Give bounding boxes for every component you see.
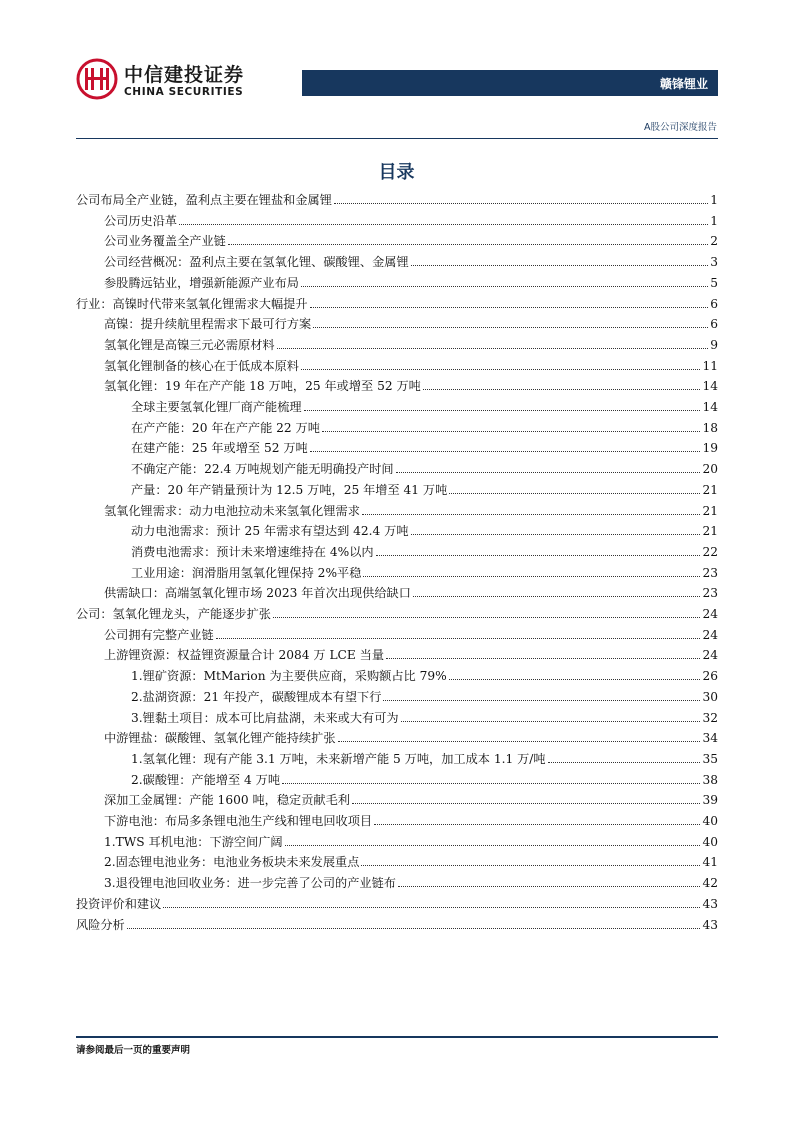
toc-entry[interactable] (76, 915, 718, 935)
toc-entry-title: 氢氧化锂是高镍三元必需原材料 (104, 337, 275, 352)
toc-entry[interactable] (76, 894, 718, 914)
toc-entry-page: 38 (702, 772, 718, 787)
toc-entry-title: 2.固态锂电池业务：电池业务板块未来发展重点 (104, 855, 360, 870)
toc-entry[interactable] (104, 583, 718, 603)
toc-entry[interactable] (131, 418, 718, 438)
toc-entry-title: 参股腾远钴业，增强新能源产业布局 (104, 275, 299, 290)
toc-entry-title: 2.碳酸锂：产能增至 4 万吨 (131, 772, 281, 787)
header-bar (302, 70, 718, 96)
toc-entry[interactable] (131, 666, 718, 686)
toc-entry[interactable] (104, 314, 718, 334)
toc-entry-page: 26 (702, 669, 718, 684)
toc-entry[interactable] (104, 211, 718, 231)
toc-entry-title: 3.锂黏土项目：成本可比肩盐湖，未来或大有可为 (131, 710, 399, 725)
toc-leader-dots (277, 348, 709, 349)
toc-entry[interactable] (104, 873, 718, 893)
toc-leader-dots (285, 845, 701, 846)
toc-entry-title: 中游锂盐：碳酸锂、氢氧化锂产能持续扩张 (104, 731, 336, 746)
toc-entry[interactable] (104, 625, 718, 645)
toc-entry[interactable] (131, 770, 718, 790)
toc-entry-title: 氢氧化锂需求：动力电池拉动未来氢氧化锂需求 (104, 503, 360, 518)
toc-entry-title: 在产产能：20 年在产产能 22 万吨 (131, 420, 320, 435)
toc-entry-title: 消费电池需求：预计未来增速维持在 4%以内 (131, 544, 374, 559)
toc-entry-page: 14 (702, 400, 718, 414)
toc-leader-dots (396, 472, 701, 473)
toc-entry[interactable] (131, 480, 718, 500)
toc-leader-dots (362, 514, 701, 515)
toc-entry-page: 23 (702, 565, 718, 580)
toc-entry[interactable] (131, 708, 718, 728)
logo-chinese-name: 中信建投证券 (124, 64, 245, 86)
toc-leader-dots (273, 617, 700, 618)
toc-entry-page: 24 (702, 627, 718, 642)
toc-entry-page: 1 (710, 193, 718, 207)
toc-entry[interactable] (104, 501, 718, 521)
toc-entry[interactable] (104, 832, 718, 852)
page-header (76, 58, 718, 104)
toc-entry-page: 11 (702, 358, 718, 373)
toc-entry[interactable] (104, 252, 718, 272)
toc-entry-page: 21 (702, 503, 718, 518)
toc-entry-page: 14 (702, 379, 718, 394)
toc-entry[interactable] (104, 645, 718, 665)
toc-entry-page: 34 (702, 731, 718, 746)
toc-leader-dots (127, 928, 701, 929)
toc-entry-page: 5 (710, 275, 718, 290)
toc-entry-page: 42 (702, 876, 718, 891)
toc-entry-title: 1.锂矿资源：MtMarion 为主要供应商，采购额占比 79% (131, 669, 447, 684)
toc-entry[interactable] (104, 852, 718, 872)
toc-title: 目录 (378, 162, 415, 183)
toc-entry-page: 20 (702, 462, 718, 477)
toc-leader-dots (374, 824, 700, 825)
toc-leader-dots (179, 224, 708, 225)
toc-entry-title: 1.TWS 耳机电池：下游空间广阔 (104, 834, 283, 849)
toc-entry-page: 41 (702, 855, 718, 870)
toc-entry-title: 动力电池需求：预计 25 年需求有望达到 42.4 万吨 (131, 524, 409, 539)
toc-entry-title: 上游锂资源：权益锂资源量合计 2084 万 LCE 当量 (104, 648, 385, 663)
toc-entry-page: 6 (710, 317, 718, 332)
china-securities-logo-icon (76, 58, 118, 100)
toc-entry[interactable] (104, 273, 718, 293)
toc-entry[interactable] (131, 521, 718, 541)
toc-entry[interactable] (104, 231, 718, 251)
toc-entry-title: 产量：20 年产销量预计为 12.5 万吨，25 年增至 41 万吨 (131, 482, 448, 497)
toc-entry-title: 下游电池：布局多条锂电池生产线和锂电回收项目 (104, 814, 373, 828)
toc-leader-dots (228, 244, 708, 245)
toc-leader-dots (352, 803, 701, 804)
toc-entry[interactable] (76, 294, 718, 314)
toc-leader-dots (310, 307, 709, 308)
toc-entry-page: 3 (710, 255, 718, 270)
toc-entry[interactable] (131, 749, 718, 769)
toc-entry[interactable] (104, 376, 718, 396)
toc-leader-dots (411, 534, 701, 535)
toc-leader-dots (423, 389, 701, 390)
toc-leader-dots (313, 327, 708, 328)
toc-entry-title: 高镍：提升续航里程需求下最可行方案 (104, 317, 312, 332)
toc-entry-title: 氢氧化锂：19 年在产产能 18 万吨，25 年或增至 52 万吨 (104, 379, 421, 394)
toc-entry-page: 30 (702, 689, 718, 704)
toc-entry-page: 18 (702, 420, 718, 435)
toc-entry[interactable] (104, 811, 718, 831)
toc-entry-page: 21 (702, 524, 718, 539)
toc-leader-dots (386, 658, 700, 659)
toc-leader-dots (398, 886, 701, 887)
toc-leader-dots (413, 596, 701, 597)
toc-entry[interactable] (76, 604, 718, 624)
toc-entry-page: 9 (710, 337, 718, 352)
toc-entry-page: 24 (702, 607, 718, 621)
toc-leader-dots (548, 762, 701, 763)
toc-entry-page: 6 (710, 296, 718, 311)
toc-leader-dots (301, 369, 700, 370)
toc-leader-dots (282, 783, 700, 784)
toc-entry-page: 23 (702, 586, 718, 601)
toc-leader-dots (301, 286, 708, 287)
sector-label: 赣锋锂业 (659, 77, 708, 91)
toc-entry[interactable] (131, 542, 718, 562)
toc-entry-title: 不确定产能：22.4 万吨规划产能无明确投产时间 (131, 462, 394, 477)
report-type: A股公司深度报告 (644, 122, 717, 133)
toc-entry-title: 在建产能：25 年或增至 52 万吨 (131, 441, 308, 456)
toc-entry-page: 22 (702, 544, 718, 559)
toc-entry-title: 公司业务覆盖全产业链 (104, 234, 226, 249)
logo-english-name: CHINA SECURITIES (124, 86, 244, 98)
toc-entry-title: 投资评价和建议 (76, 896, 162, 911)
toc-leader-dots (338, 741, 701, 742)
toc-entry-page: 32 (702, 710, 718, 725)
toc-entry-title: 2.盐湖资源：21 年投产，碳酸锂成本有望下行 (131, 689, 382, 704)
toc-entry[interactable] (131, 687, 718, 707)
toc-leader-dots (401, 721, 701, 722)
toc-entry-page: 24 (702, 648, 718, 663)
toc-entry[interactable] (104, 335, 718, 355)
toc-entry-page: 35 (702, 751, 718, 766)
toc-entry-page: 40 (702, 834, 718, 849)
toc-leader-dots (363, 576, 700, 577)
toc-entry-title: 行业：高镍时代带来氢氧化锂需求大幅提升 (76, 296, 308, 311)
toc-entry-title: 工业用途：润滑脂用氢氧化锂保持 2%平稳 (131, 565, 362, 580)
toc-leader-dots (383, 700, 700, 701)
toc-leader-dots (411, 265, 709, 266)
toc-entry[interactable] (131, 397, 718, 417)
toc-entry-title: 公司：氢氧化锂龙头，产能逐步扩张 (76, 607, 271, 621)
toc-leader-dots (449, 679, 701, 680)
toc-entry[interactable] (131, 459, 718, 479)
toc-entry-page: 39 (702, 793, 718, 808)
toc-entry-page: 40 (702, 814, 718, 828)
toc-leader-dots (334, 203, 708, 204)
toc-leader-dots (304, 410, 701, 411)
toc-entry-page: 1 (710, 213, 718, 228)
toc-entry-title: 公司布局全产业链，盈利点主要在锂盐和金属锂 (76, 193, 332, 207)
toc-entry-page: 2 (710, 234, 718, 249)
toc-entry-title: 公司拥有完整产业链 (104, 627, 214, 642)
toc-entry-title: 公司历史沿革 (104, 213, 178, 228)
toc-entry-page: 43 (702, 896, 718, 911)
toc-leader-dots (163, 907, 700, 908)
toc-leader-dots (310, 451, 701, 452)
toc-entry-page: 21 (702, 482, 718, 497)
toc-entry-title: 风险分析 (76, 917, 125, 932)
toc-entry[interactable] (104, 790, 718, 810)
toc-entry-title: 全球主要氢氧化锂厂商产能梳理 (131, 400, 302, 414)
toc-entry-title: 公司经营概况：盈利点主要在氢氧化锂、碳酸锂、金属锂 (104, 255, 409, 270)
toc-leader-dots (376, 555, 701, 556)
toc-entry[interactable] (131, 563, 718, 583)
toc-leader-dots (322, 431, 701, 432)
toc-leader-dots (449, 493, 700, 494)
toc-leader-dots (216, 638, 701, 639)
toc-entry-title: 3.退役锂电池回收业务：进一步完善了公司的产业链布 (104, 876, 396, 891)
toc-entry-title: 1.氢氧化锂：现有产能 3.1 万吨，未来新增产能 5 万吨，加工成本 1.1 万/吨 (131, 751, 546, 766)
toc-leader-dots (361, 865, 700, 866)
toc-entry[interactable] (104, 728, 718, 748)
toc-entry-page: 19 (702, 441, 718, 456)
toc-entry[interactable] (131, 438, 718, 458)
header-divider (76, 138, 718, 139)
toc-entry-title: 氢氧化锂制备的核心在于低成本原料 (104, 358, 299, 373)
footer-divider (76, 1036, 718, 1038)
toc-entry-page: 43 (702, 917, 718, 932)
toc-entry[interactable] (76, 190, 718, 210)
toc-entry-title: 深加工金属锂：产能 1600 吨，稳定贡献毛利 (104, 793, 350, 808)
footer-disclaimer: 请参阅最后一页的重要声明 (76, 1045, 191, 1056)
toc-entry[interactable] (104, 356, 718, 376)
toc-entry-title: 供需缺口：高端氢氧化锂市场 2023 年首次出现供给缺口 (104, 586, 411, 601)
